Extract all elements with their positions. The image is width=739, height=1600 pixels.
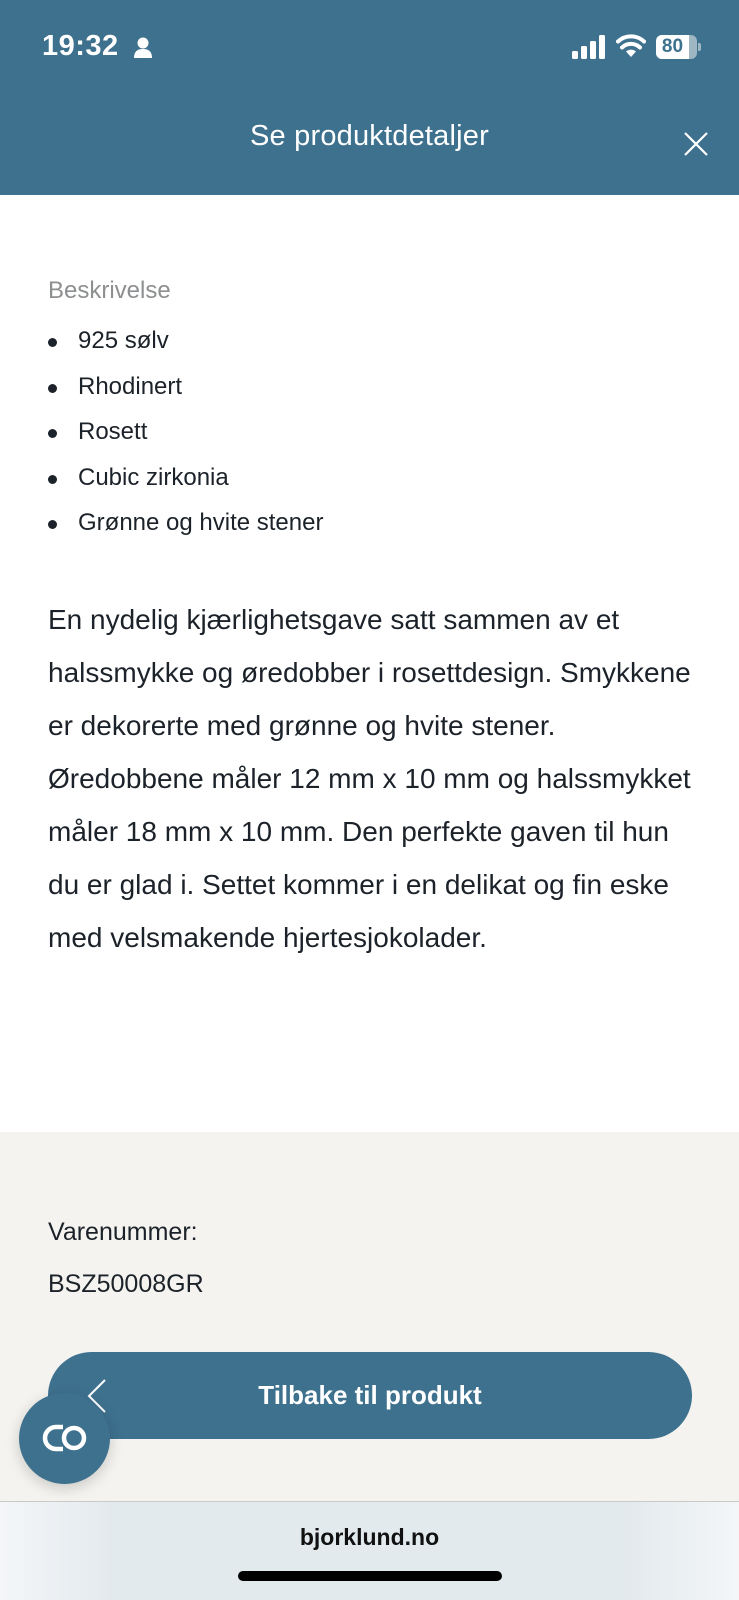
signal-icon [572, 35, 606, 59]
chat-button[interactable] [19, 1393, 110, 1484]
battery-icon [656, 35, 701, 59]
wifi-icon [616, 33, 646, 59]
url-text[interactable]: bjorklund.no [299, 1524, 440, 1550]
battery-percent: 80 [661, 36, 684, 57]
status-bar [0, 0, 739, 95]
home-indicator[interactable] [238, 1571, 502, 1581]
sku-label: Varenummer: [48, 1218, 198, 1246]
feature-list [48, 323, 323, 551]
person-icon [133, 37, 153, 59]
sku-value: BSZ50008GR [48, 1270, 204, 1296]
close-icon[interactable] [676, 124, 716, 164]
back-to-product-button[interactable] [48, 1352, 692, 1439]
feature-item: Grønne og hvite stener [48, 505, 323, 551]
feature-item: 925 sølv [48, 323, 323, 369]
description-paragraph: En nydelig kjærlighetsgave satt sammen av et halssmykke og øredobber i rosettdesign. Smykkene er dekorerte med grønne og hvite stener. Øredobbene måler 12 mm x 10 mm og halssmykket måler 18 mm x 10 mm. Den perfekte gaven til hun du er glad i. Settet kommer i en delikat og fin eske med velsmakende hjertesjokolader. [48, 604, 691, 953]
page-title: Se produktdetaljer [250, 120, 489, 152]
chat-icon [41, 1423, 89, 1453]
product-details-content [0, 195, 739, 1132]
feature-item: Rhodinert [48, 369, 323, 415]
feature-item: Cubic zirkonia [48, 460, 323, 506]
description-label: Beskrivelse [48, 277, 171, 304]
feature-item: Rosett [48, 414, 323, 460]
product-info-section [0, 1132, 739, 1502]
top-bar [0, 0, 739, 195]
browser-address-bar [0, 1501, 739, 1600]
back-button-label: Tilbake til produkt [258, 1380, 482, 1410]
status-time: 19:32 [42, 30, 119, 62]
